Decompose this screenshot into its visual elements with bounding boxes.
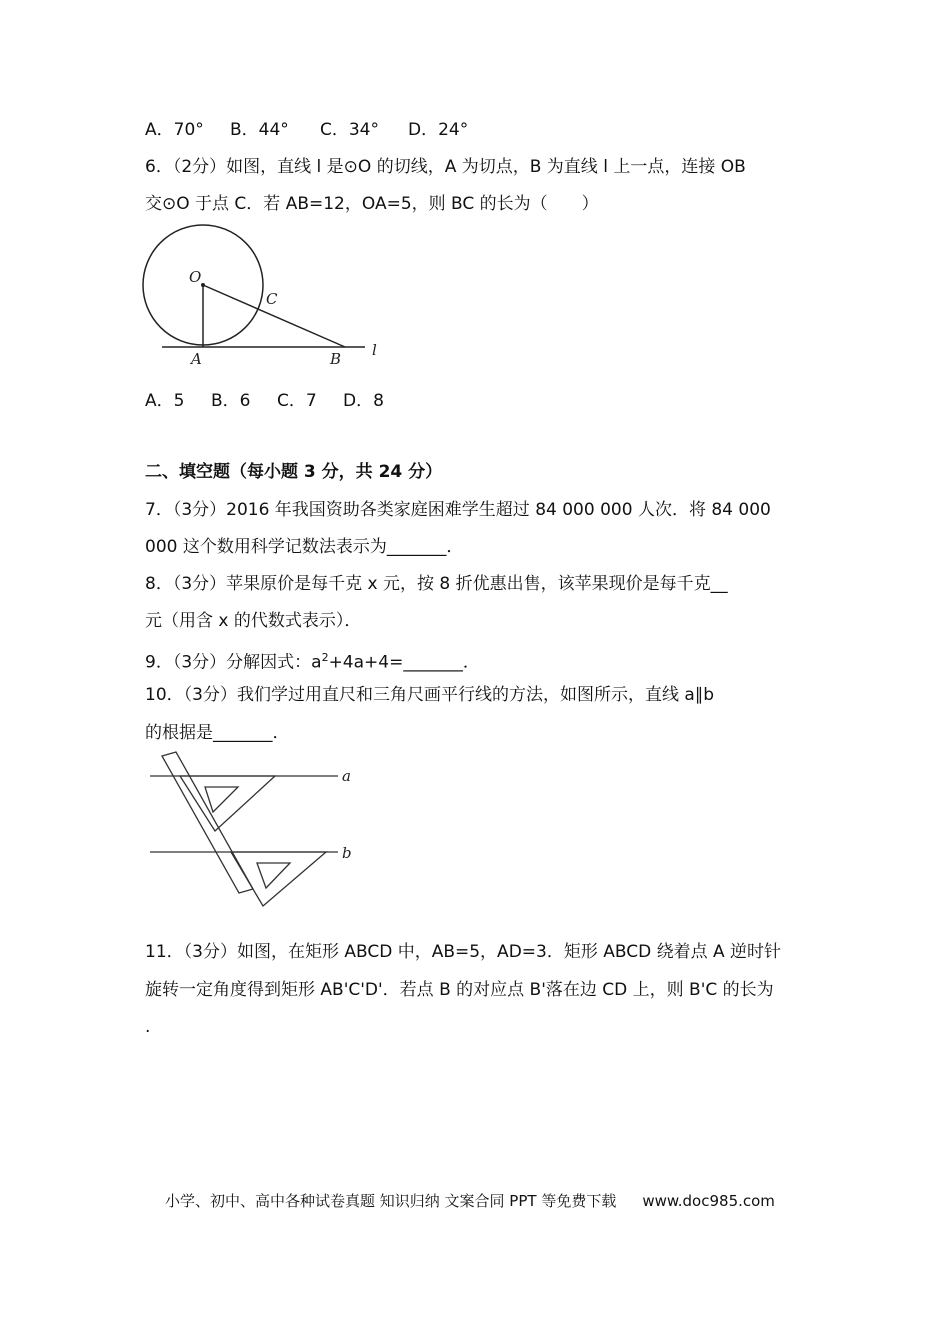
q9-line bbox=[145, 647, 480, 674]
q6-option-b: B．6 bbox=[211, 391, 251, 411]
q6-point-o bbox=[201, 283, 205, 287]
q8-line-1: 8．（3分）苹果原价是每千克 x 元，按 8 折优惠出售，该苹果现价是每千克__ bbox=[145, 574, 728, 594]
q7-line-2: 000 这个数用科学记数法表示为_______． bbox=[145, 537, 464, 557]
q11-line-3: . bbox=[145, 1017, 151, 1037]
q9-prefix: 9．（3分）分解因式：a bbox=[145, 652, 322, 673]
q10-triangle-upper-inner bbox=[205, 787, 238, 812]
q10-label-a: a bbox=[342, 767, 351, 785]
q8-line-2: 元（用含 x 的代数式表示）． bbox=[145, 611, 362, 631]
footer-site-link[interactable]: www.doc985.com bbox=[642, 1192, 775, 1210]
q6-options bbox=[145, 390, 384, 412]
q9-superscript: 2 bbox=[321, 651, 329, 664]
q6-label-b: B bbox=[330, 350, 342, 368]
q10-line-2: 的根据是_______． bbox=[145, 723, 290, 743]
q6-option-a: A．5 bbox=[145, 391, 185, 411]
q11-line-2: 旋转一定角度得到矩形 AB'C'D'．若点 B 的对应点 B'落在边 CD 上，则 B'C 的长为 bbox=[145, 980, 774, 1000]
q10-figure bbox=[145, 752, 365, 912]
q5-option-b: B．44° bbox=[230, 120, 289, 140]
q5-option-c: C．34° bbox=[320, 120, 380, 140]
q6-label-o: O bbox=[189, 268, 202, 286]
q6-label-l: l bbox=[372, 341, 377, 359]
q9-suffix: +4a+4=_______． bbox=[328, 652, 480, 673]
q6-line-2: 交⊙O 于点 C．若 AB=12，OA=5，则 BC 的长为（ ） bbox=[145, 194, 599, 214]
q5-option-a: A．70° bbox=[145, 120, 204, 140]
section-2-title: 二、填空题（每小题 3 分，共 24 分） bbox=[145, 462, 443, 482]
q6-line-1: 6．（2分）如图，直线 l 是⊙O 的切线，A 为切点，B 为直线 l 上一点，连接 OB bbox=[145, 157, 746, 177]
q10-triangle-lower-inner bbox=[257, 863, 290, 888]
q6-option-d: D．8 bbox=[343, 391, 384, 411]
q10-triangle-lower bbox=[231, 852, 326, 906]
q5-option-d: D．24° bbox=[408, 120, 469, 140]
q10-label-b: b bbox=[342, 844, 352, 862]
q10-line-1: 10．（3分）我们学过用直尺和三角尺画平行线的方法，如图所示，直线 a∥b bbox=[145, 685, 715, 705]
page-footer bbox=[165, 1190, 775, 1211]
q7-line-1: 7．（3分）2016 年我国资助各类家庭困难学生超过 84 000 000 人次．将 84 000 bbox=[145, 500, 771, 520]
footer-text: 小学、初中、高中各种试卷真题 知识归纳 文案合同 PPT 等免费下载 bbox=[165, 1192, 617, 1210]
q6-figure bbox=[140, 224, 400, 374]
q5-options bbox=[145, 119, 468, 141]
q6-label-c: C bbox=[266, 290, 278, 308]
q11-line-1: 11．（3分）如图，在矩形 ABCD 中，AB=5，AD=3．矩形 ABCD 绕着点 A 逆时针 bbox=[145, 942, 782, 962]
q6-option-c: C．7 bbox=[277, 391, 317, 411]
q10-ruler bbox=[162, 752, 253, 893]
q6-label-a: A bbox=[191, 350, 202, 368]
